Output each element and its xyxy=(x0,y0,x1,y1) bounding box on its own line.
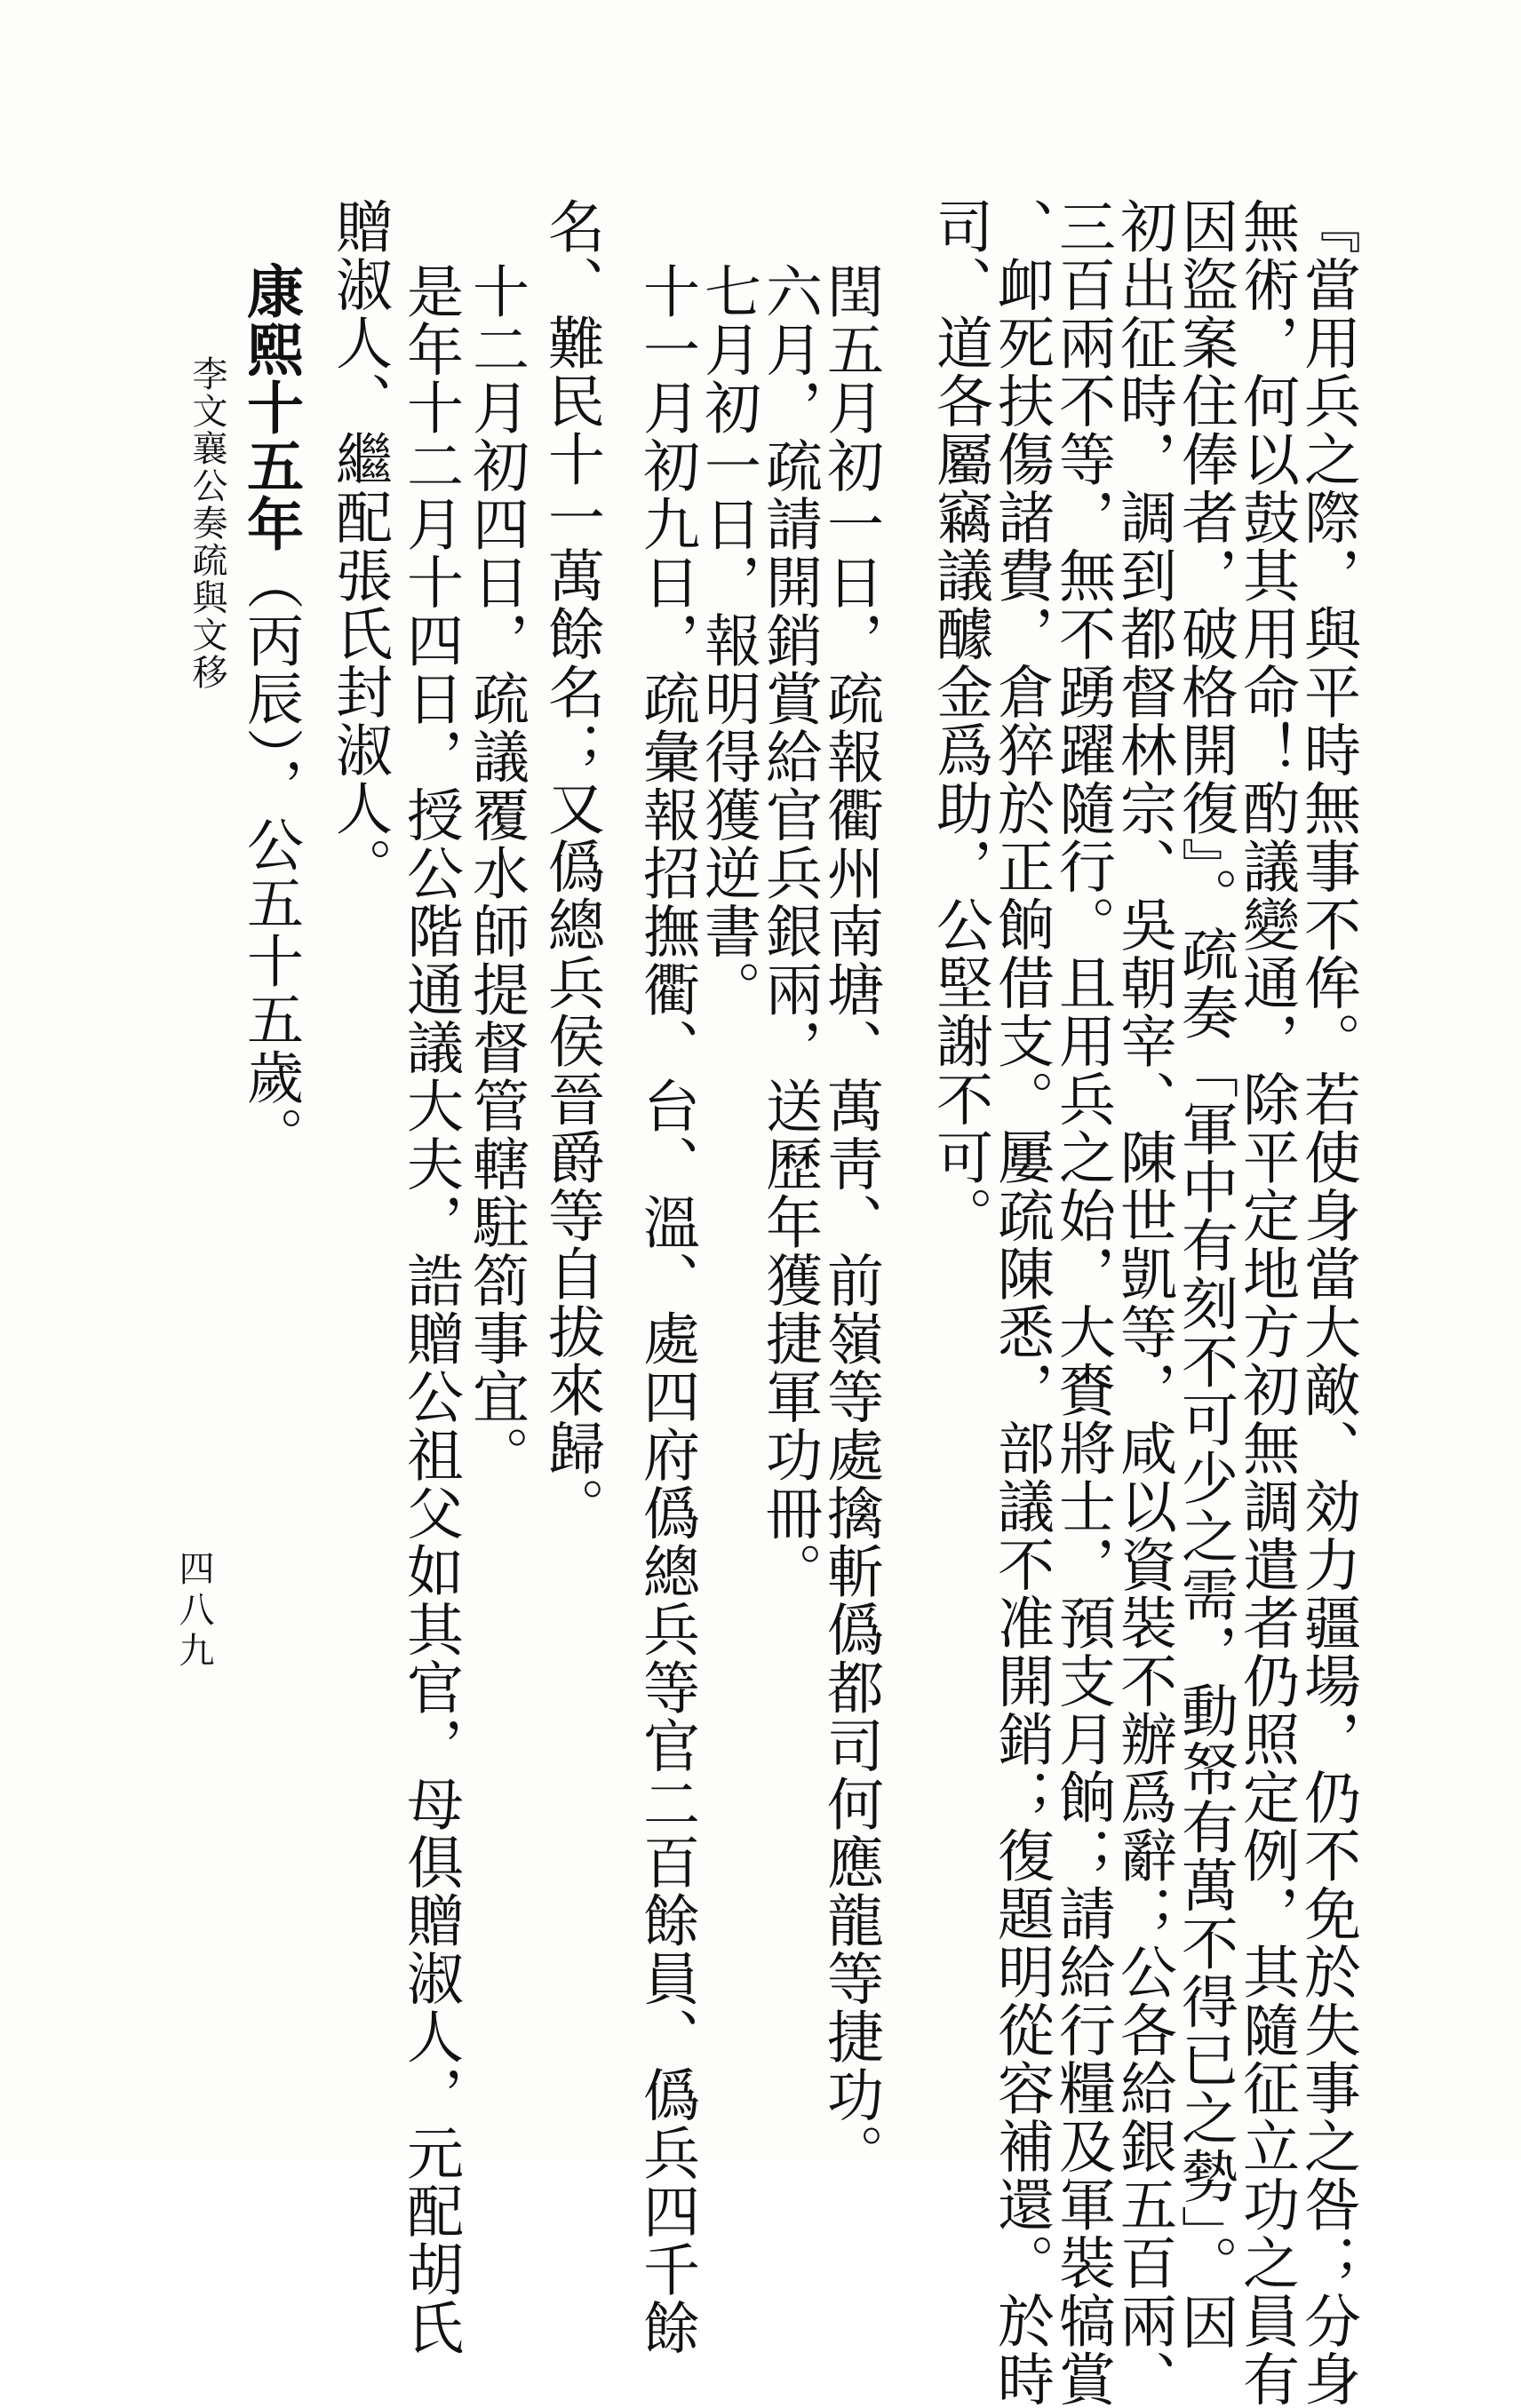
year-detail: （丙辰），公五十五歲。 xyxy=(237,552,303,1164)
entry-column: 七月初一日，報明得獲逆書。 xyxy=(695,262,760,1019)
text-column: 因盜案住俸者，破格開復』。疏奏「軍中有刻不可少之需，動帑有萬不得已之勢」。因 xyxy=(1172,197,1238,2351)
entry-column: 十二月初四日，疏議覆水師提督管轄駐箚事宜。 xyxy=(463,262,529,1484)
text-column: 、卹死扶傷諸費，倉猝於正餉借支。屢疏陳悉，部議不准開銷；復題明從容補還。於時 xyxy=(988,197,1054,2408)
entry-column: 閏五月初一日，疏報衢州南塘、萬靑、前嶺等處擒斬僞都司何應龍等捷功。 xyxy=(817,262,883,2182)
text-column: 無術，何以鼓其用命！酌議變通，除平定地方初無調遣者仍照定例，其隨征立功之員有 xyxy=(1233,197,1299,2408)
text-column: 『當用兵之際，與平時無事不侔。若使身當大敵、効力疆場，仍不免於失事之咎；分身 xyxy=(1294,197,1360,2408)
entry-column: 是年十二月十四日，授公階通議大夫，誥贈公祖父如其官，母俱贈淑人，元配胡氏 xyxy=(397,262,463,2356)
entry-column: 十一月初九日，疏彙報招撫衢、台、溫、處四府僞總兵等官二百餘員、僞兵四千餘 xyxy=(633,262,699,2356)
year-label: 康熙十五年 xyxy=(237,262,304,553)
text-column: 贈淑人、繼配張氏封淑人。 xyxy=(326,197,392,895)
page-number: 四八九 xyxy=(173,1550,214,1673)
running-head: 李文襄公奏疏與文移 xyxy=(187,355,227,691)
text-column: 三百兩不等，無不踴躍隨行。且用兵之始，大賚將士，預支月餉；請給行糧及軍裝犒賞 xyxy=(1049,197,1115,2408)
text-column: 司、道各屬竊議醵金爲助，公堅謝不可。 xyxy=(927,197,992,1244)
text-column: 名、難民十一萬餘名；又僞總兵侯晉爵等自拔來歸。 xyxy=(538,197,604,1536)
entry-column: 六月，疏請開銷賞給官兵銀兩，送歷年獲捷軍功冊。 xyxy=(756,262,822,1601)
text-column: 初出征時，調到都督林宗、吳朝宰、陳世凱等，咸以資裝不辦爲辭；公各給銀五百兩、 xyxy=(1111,197,1176,2408)
year-heading xyxy=(237,262,304,1164)
